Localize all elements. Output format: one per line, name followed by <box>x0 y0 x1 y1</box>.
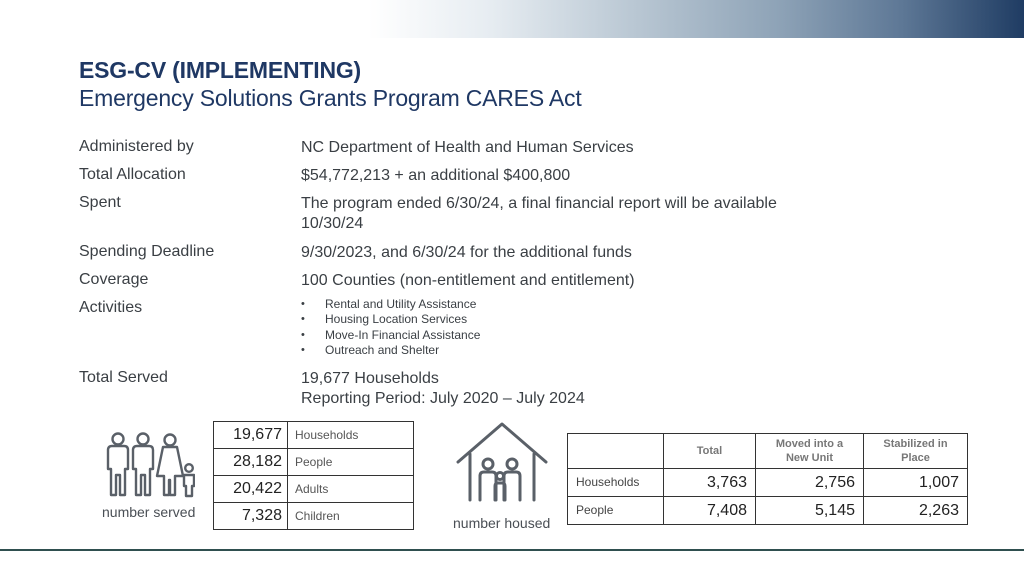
activities-label: Activities <box>79 299 143 316</box>
housed-households-total: 3,763 <box>664 469 756 497</box>
served-children-label: Children <box>288 503 414 530</box>
table-header-row <box>568 434 968 469</box>
housed-header-moved: Moved into a New Unit <box>756 434 864 469</box>
spending-deadline-label: Spending Deadline <box>79 243 215 260</box>
activity-item: • Rental and Utility Assistance <box>301 297 480 312</box>
activity-item: • Housing Location Services <box>301 312 480 327</box>
housed-households-moved: 2,756 <box>756 469 864 497</box>
number-served-caption: number served <box>102 504 196 520</box>
house-family-icon <box>454 418 550 514</box>
served-households-value: 19,677 <box>214 422 288 449</box>
table-row <box>214 422 414 449</box>
housed-header-stabilized: Stabilized in Place <box>864 434 968 469</box>
housed-people-label: People <box>568 497 664 525</box>
total-served-label: Total Served <box>79 369 168 386</box>
table-row <box>214 476 414 503</box>
table-row <box>214 449 414 476</box>
activity-item: • Move-In Financial Assistance <box>301 328 480 343</box>
total-served-value-line-2: Reporting Period: July 2020 – July 2024 <box>301 390 585 407</box>
table-row <box>568 469 968 497</box>
served-children-value: 7,328 <box>214 503 288 530</box>
housed-people-total: 7,408 <box>664 497 756 525</box>
administered-by-value: NC Department of Health and Human Services <box>301 139 634 156</box>
housed-people-stabilized: 2,263 <box>864 497 968 525</box>
activity-item: • Outreach and Shelter <box>301 343 480 358</box>
total-served-value-line-1: 19,677 Households <box>301 370 439 387</box>
coverage-label: Coverage <box>79 271 149 288</box>
served-people-label: People <box>288 449 414 476</box>
total-allocation-value: $54,772,213 + an additional $400,800 <box>301 167 571 184</box>
housed-header-blank <box>568 434 664 469</box>
total-served-value <box>301 369 585 409</box>
total-allocation-label: Total Allocation <box>79 166 186 183</box>
table-row <box>214 503 414 530</box>
spent-value-line-1: The program ended 6/30/24, a final financial report will be available <box>301 195 777 212</box>
header-gradient-band <box>0 0 1024 38</box>
page-title: ESG-CV (IMPLEMENTING) <box>79 57 362 83</box>
served-adults-value: 20,422 <box>214 476 288 503</box>
served-people-value: 28,182 <box>214 449 288 476</box>
spending-deadline-value: 9/30/2023, and 6/30/24 for the additional funds <box>301 244 632 261</box>
housed-households-label: Households <box>568 469 664 497</box>
coverage-value: 100 Counties (non-entitlement and entitlement) <box>301 272 635 289</box>
housed-households-stabilized: 1,007 <box>864 469 968 497</box>
page-subtitle: Emergency Solutions Grants Program CARES Act <box>79 85 582 111</box>
number-served-table <box>213 421 414 530</box>
spent-value-line-2: 10/30/24 <box>301 215 364 232</box>
table-row <box>568 497 968 525</box>
spent-label: Spent <box>79 194 121 211</box>
family-icon <box>103 430 195 500</box>
housed-people-moved: 5,145 <box>756 497 864 525</box>
served-adults-label: Adults <box>288 476 414 503</box>
number-housed-caption: number housed <box>453 515 551 531</box>
number-housed-table <box>567 433 968 525</box>
administered-by-label: Administered by <box>79 138 194 155</box>
housed-header-total: Total <box>664 434 756 469</box>
footer-divider <box>0 549 1024 551</box>
served-households-label: Households <box>288 422 414 449</box>
activities-list <box>301 297 480 359</box>
spent-value <box>301 194 777 234</box>
